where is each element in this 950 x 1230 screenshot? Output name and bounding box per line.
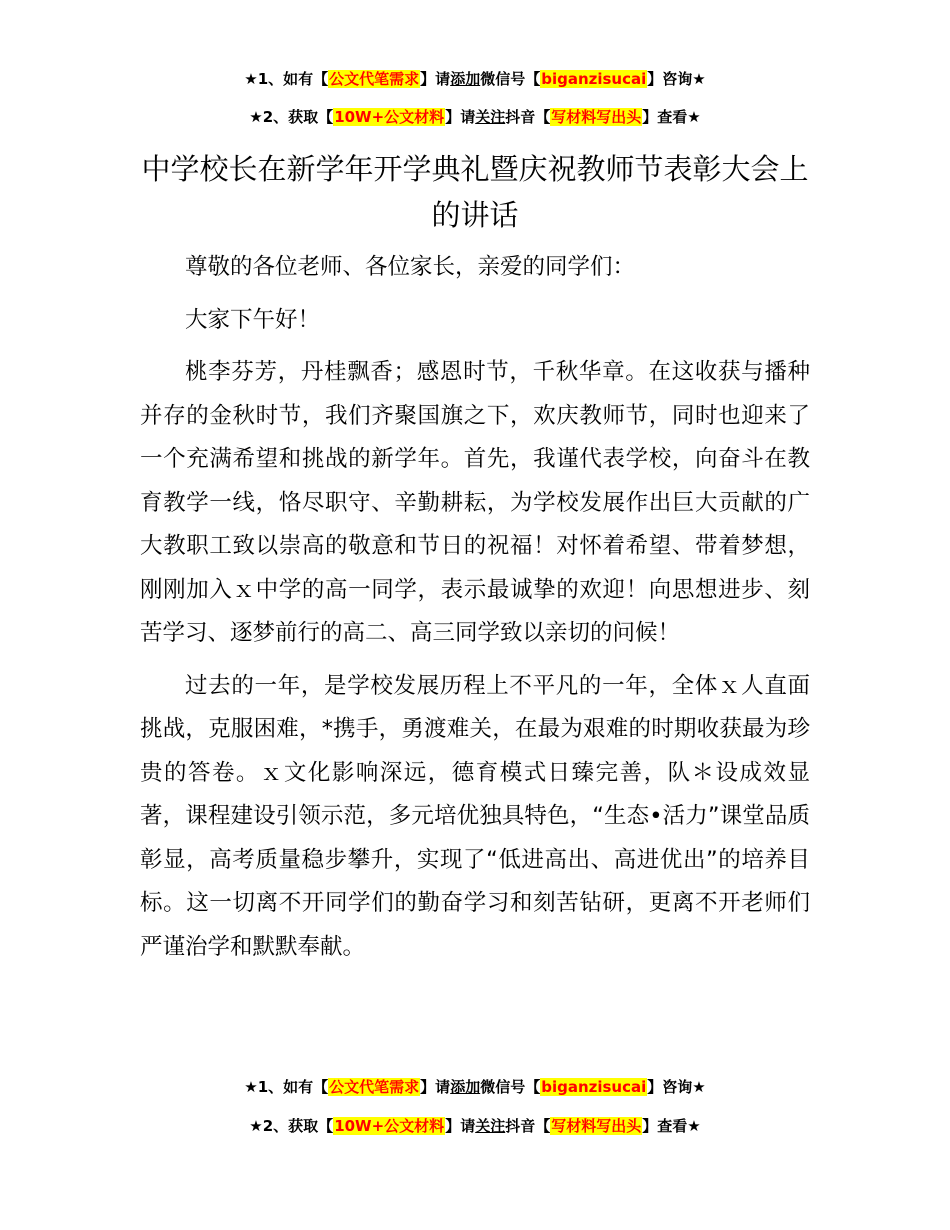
banner-text: 抖音【 [505,108,551,126]
banner-emphasis: 关注 [475,108,506,126]
banner-text: 】请 [420,70,451,88]
body-paragraph: 桃李芬芳，丹桂飘香；感恩时节，千秋华章。在这收获与播种并存的金秋时节，我们齐聚国旗之下，欢庆教师节，同时也迎来了一个充满希望和挑战的新学年。首先，我谨代表学校，向奋斗在教育教学一线，恪尽职守、辛勤耕耘，为学校发展作出巨大贡献的广大教职工致以崇高的敬意和节日的祝福！对怀着希望、带着梦想，刚刚加入ｘ中学的高一同学，表示最诚挚的欢迎！向思想进步、刻苦学习、逐梦前行的高二、高三同学致以亲切的问候！ [140,359,810,646]
banner-suffix: 】咨询★ [647,70,706,88]
body-paragraph: 过去的一年，是学校发展历程上不平凡的一年，全体ｘ人直面挑战，克服困难，*携手，勇渡难关，在最为艰难的时期收获最为珍贵的答卷。ｘ文化影响深远，德育模式日臻完善，队＊设成效显著，课程建设引领示范，多元培优独具特色，“生态•活力”课堂品质彰显，高考质量稳步攀升，实现了“低进高出、高进优出”的培养目标。这一切离不开同学们的勤奋学习和刻苦钻研，更离不开老师们严谨治学和默默奉献。 [140,672,810,960]
promo-banner-bottom-2 [0,1115,950,1137]
banner-highlight: 写材料写出头 [551,108,642,126]
banner-emphasis: 添加 [450,70,481,88]
banner-suffix: 】咨询★ [647,1078,706,1096]
promo-banner-bottom-1 [0,1076,950,1098]
document-body [140,246,810,978]
banner-highlight: biganzisucai [541,70,647,88]
document-title: 中学校长在新学年开学典礼暨庆祝教师节表彰大会上的讲话 [141,152,809,232]
banner-text: 微信号【 [480,70,541,88]
banner-text: 微信号【 [480,1078,541,1096]
banner-text: 】请 [420,1078,451,1096]
banner-text: 】请 [445,1117,476,1135]
banner-highlight: biganzisucai [541,1078,647,1096]
banner-emphasis: 关注 [475,1117,506,1135]
banner-highlight: 10W+公文材料 [334,108,445,126]
banner-prefix: ★1、如有【 [244,70,329,88]
banner-emphasis: 添加 [450,1078,481,1096]
salutation: 尊敬的各位老师、各位家长，亲爱的同学们： [185,254,636,280]
promo-banner-top-2 [0,106,950,128]
promo-banner-top-1 [0,68,950,90]
banner-text: 】请 [445,108,476,126]
banner-highlight: 公文代笔需求 [329,70,420,88]
banner-suffix: 】查看★ [642,108,701,126]
banner-prefix: ★2、获取【 [249,1117,334,1135]
banner-prefix: ★2、获取【 [249,108,334,126]
banner-prefix: ★1、如有【 [244,1078,329,1096]
banner-highlight: 写材料写出头 [551,1117,642,1135]
banner-highlight: 公文代笔需求 [329,1078,420,1096]
banner-highlight: 10W+公文材料 [334,1117,445,1135]
banner-suffix: 】查看★ [642,1117,701,1135]
banner-text: 抖音【 [505,1117,551,1135]
greeting: 大家下午好！ [185,306,321,333]
